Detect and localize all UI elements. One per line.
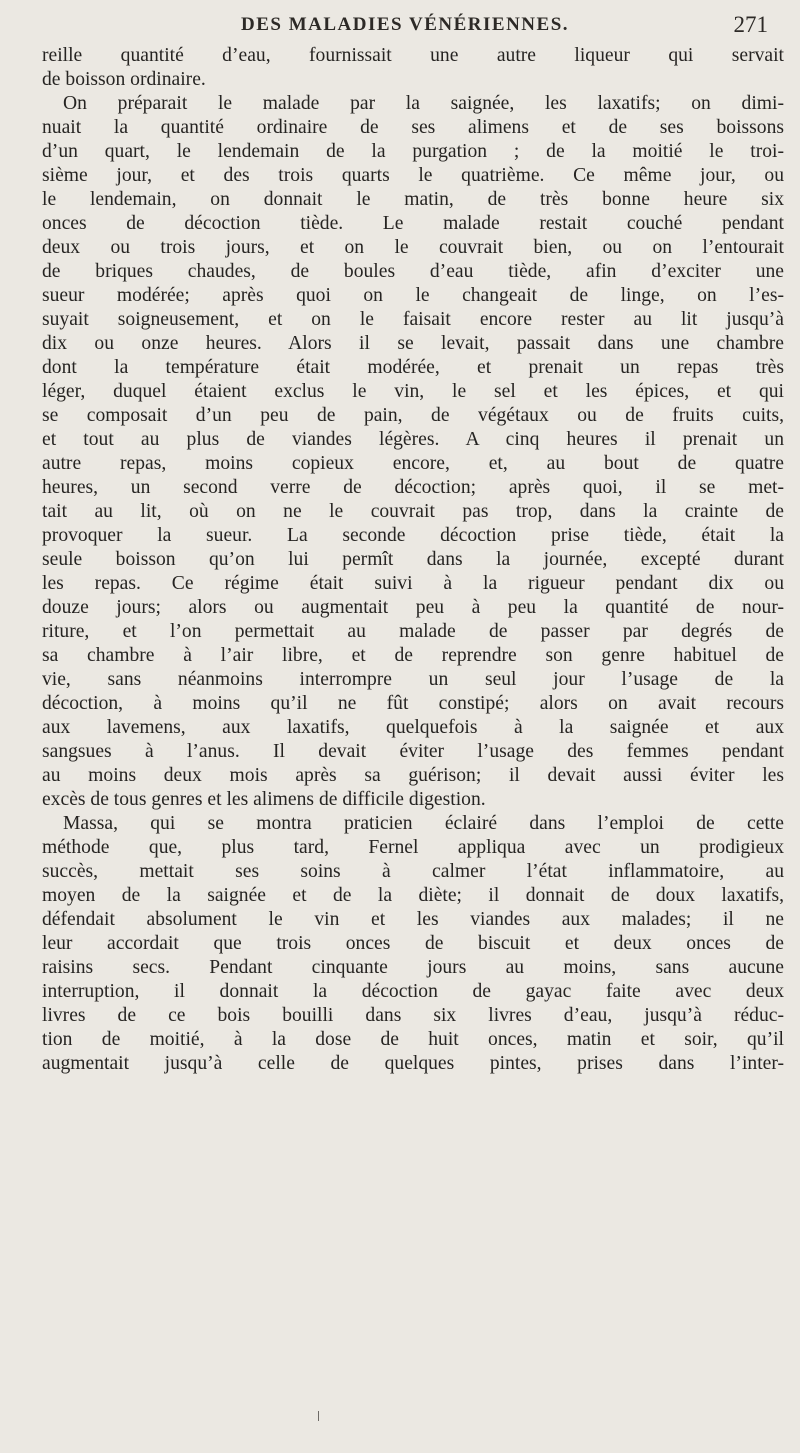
text-line: vie, sans néanmoins interrompre un seul jour l’usage de la [42, 669, 784, 690]
text-line: suyait soigneusement, et on le faisait encore rester au lit jusqu’à [42, 309, 784, 330]
text-line: douze jours; alors ou augmentait peu à peu la quantité de nour- [42, 597, 784, 618]
text-line: de boisson ordinaire. [42, 69, 206, 90]
text-line: deux ou trois jours, et on le couvrait bien, ou on l’entourait [42, 237, 784, 258]
text-line: les repas. Ce régime était suivi à la rigueur pendant dix ou [42, 573, 784, 594]
body-text [42, 44, 784, 1076]
text-line: sa chambre à l’air libre, et de reprendre son genre habituel de [42, 645, 784, 666]
text-line: On préparait le malade par la saignée, les laxatifs; on dimi- [63, 93, 784, 114]
text-line: moyen de la saignée et de la diète; il donnait de doux laxatifs, [42, 885, 784, 906]
text-line: décoction, à moins qu’il ne fût constipé; alors on avait recours [42, 693, 784, 714]
text-line: tait au lit, où on ne le couvrait pas trop, dans la crainte de [42, 501, 784, 522]
text-line: au moins deux mois après sa guérison; il devait aussi éviter les [42, 765, 784, 786]
text-line: heures, un second verre de décoction; après quoi, il se met- [42, 477, 784, 498]
text-line: d’un quart, le lendemain de la purgation ; de la moitié le troi- [42, 141, 784, 162]
page-number: 271 [733, 12, 768, 37]
text-line: aux lavemens, aux laxatifs, quelquefois à la saignée et aux [42, 717, 784, 738]
text-line: livres de ce bois bouilli dans six livres d’eau, jusqu’à réduc- [42, 1005, 784, 1026]
text-line: Massa, qui se montra praticien éclairé dans l’emploi de cette [63, 813, 784, 834]
text-line: méthode que, plus tard, Fernel appliqua avec un prodigieux [42, 837, 784, 858]
text-line: et tout au plus de viandes légères. A cinq heures il prenait un [42, 429, 784, 450]
text-line: onces de décoction tiède. Le malade restait couché pendant [42, 213, 784, 234]
text-line: reille quantité d’eau, fournissait une autre liqueur qui servait [42, 45, 784, 66]
text-line: autre repas, moins copieux encore, et, au bout de quatre [42, 453, 784, 474]
text-line: sueur modérée; après quoi on le changeait de linge, on l’es- [42, 285, 784, 306]
running-title: DES MALADIES VÉNÉRIENNES. [240, 14, 570, 35]
text-line: sangsues à l’anus. Il devait éviter l’usage des femmes pendant [42, 741, 784, 762]
text-line: dix ou onze heures. Alors il se levait, passait dans une chambre [42, 333, 784, 354]
text-line: riture, et l’on permettait au malade de passer par degrés de [42, 621, 784, 642]
text-line: provoquer la sueur. La seconde décoction prise tiède, était la [42, 525, 784, 546]
text-line: raisins secs. Pendant cinquante jours au moins, sans aucune [42, 957, 784, 978]
text-line: défendait absolument le vin et les viandes aux malades; il ne [42, 909, 784, 930]
text-line: excès de tous genres et les alimens de difficile digestion. [42, 789, 486, 810]
text-line: dont la température était modérée, et prenait un repas très [42, 357, 784, 378]
text-line: tion de moitié, à la dose de huit onces, matin et soir, qu’il [42, 1029, 784, 1050]
text-line: seule boisson qu’on lui permît dans la journée, excepté durant [42, 549, 784, 570]
text-line: succès, mettait ses soins à calmer l’état inflammatoire, au [42, 861, 784, 882]
text-line: sième jour, et des trois quarts le quatrième. Ce même jour, ou [42, 165, 784, 186]
text-line: le lendemain, on donnait le matin, de très bonne heure six [42, 189, 784, 210]
text-line: se composait d’un peu de pain, de végétaux ou de fruits cuits, [42, 405, 784, 426]
text-line: augmentait jusqu’à celle de quelques pintes, prises dans l’inter- [42, 1053, 784, 1074]
text-line: de briques chaudes, de boules d’eau tiède, afin d’exciter une [42, 261, 784, 282]
text-line: léger, duquel étaient exclus le vin, le sel et les épices, et qui [42, 381, 784, 402]
text-line: leur accordait que trois onces de biscuit et deux onces de [42, 933, 784, 954]
text-line: interruption, il donnait la décoction de gayac faite avec deux [42, 981, 784, 1002]
running-head [40, 14, 770, 40]
text-line: nuait la quantité ordinaire de ses alimens et de ses boissons [42, 117, 784, 138]
printers-mark [318, 1411, 319, 1421]
